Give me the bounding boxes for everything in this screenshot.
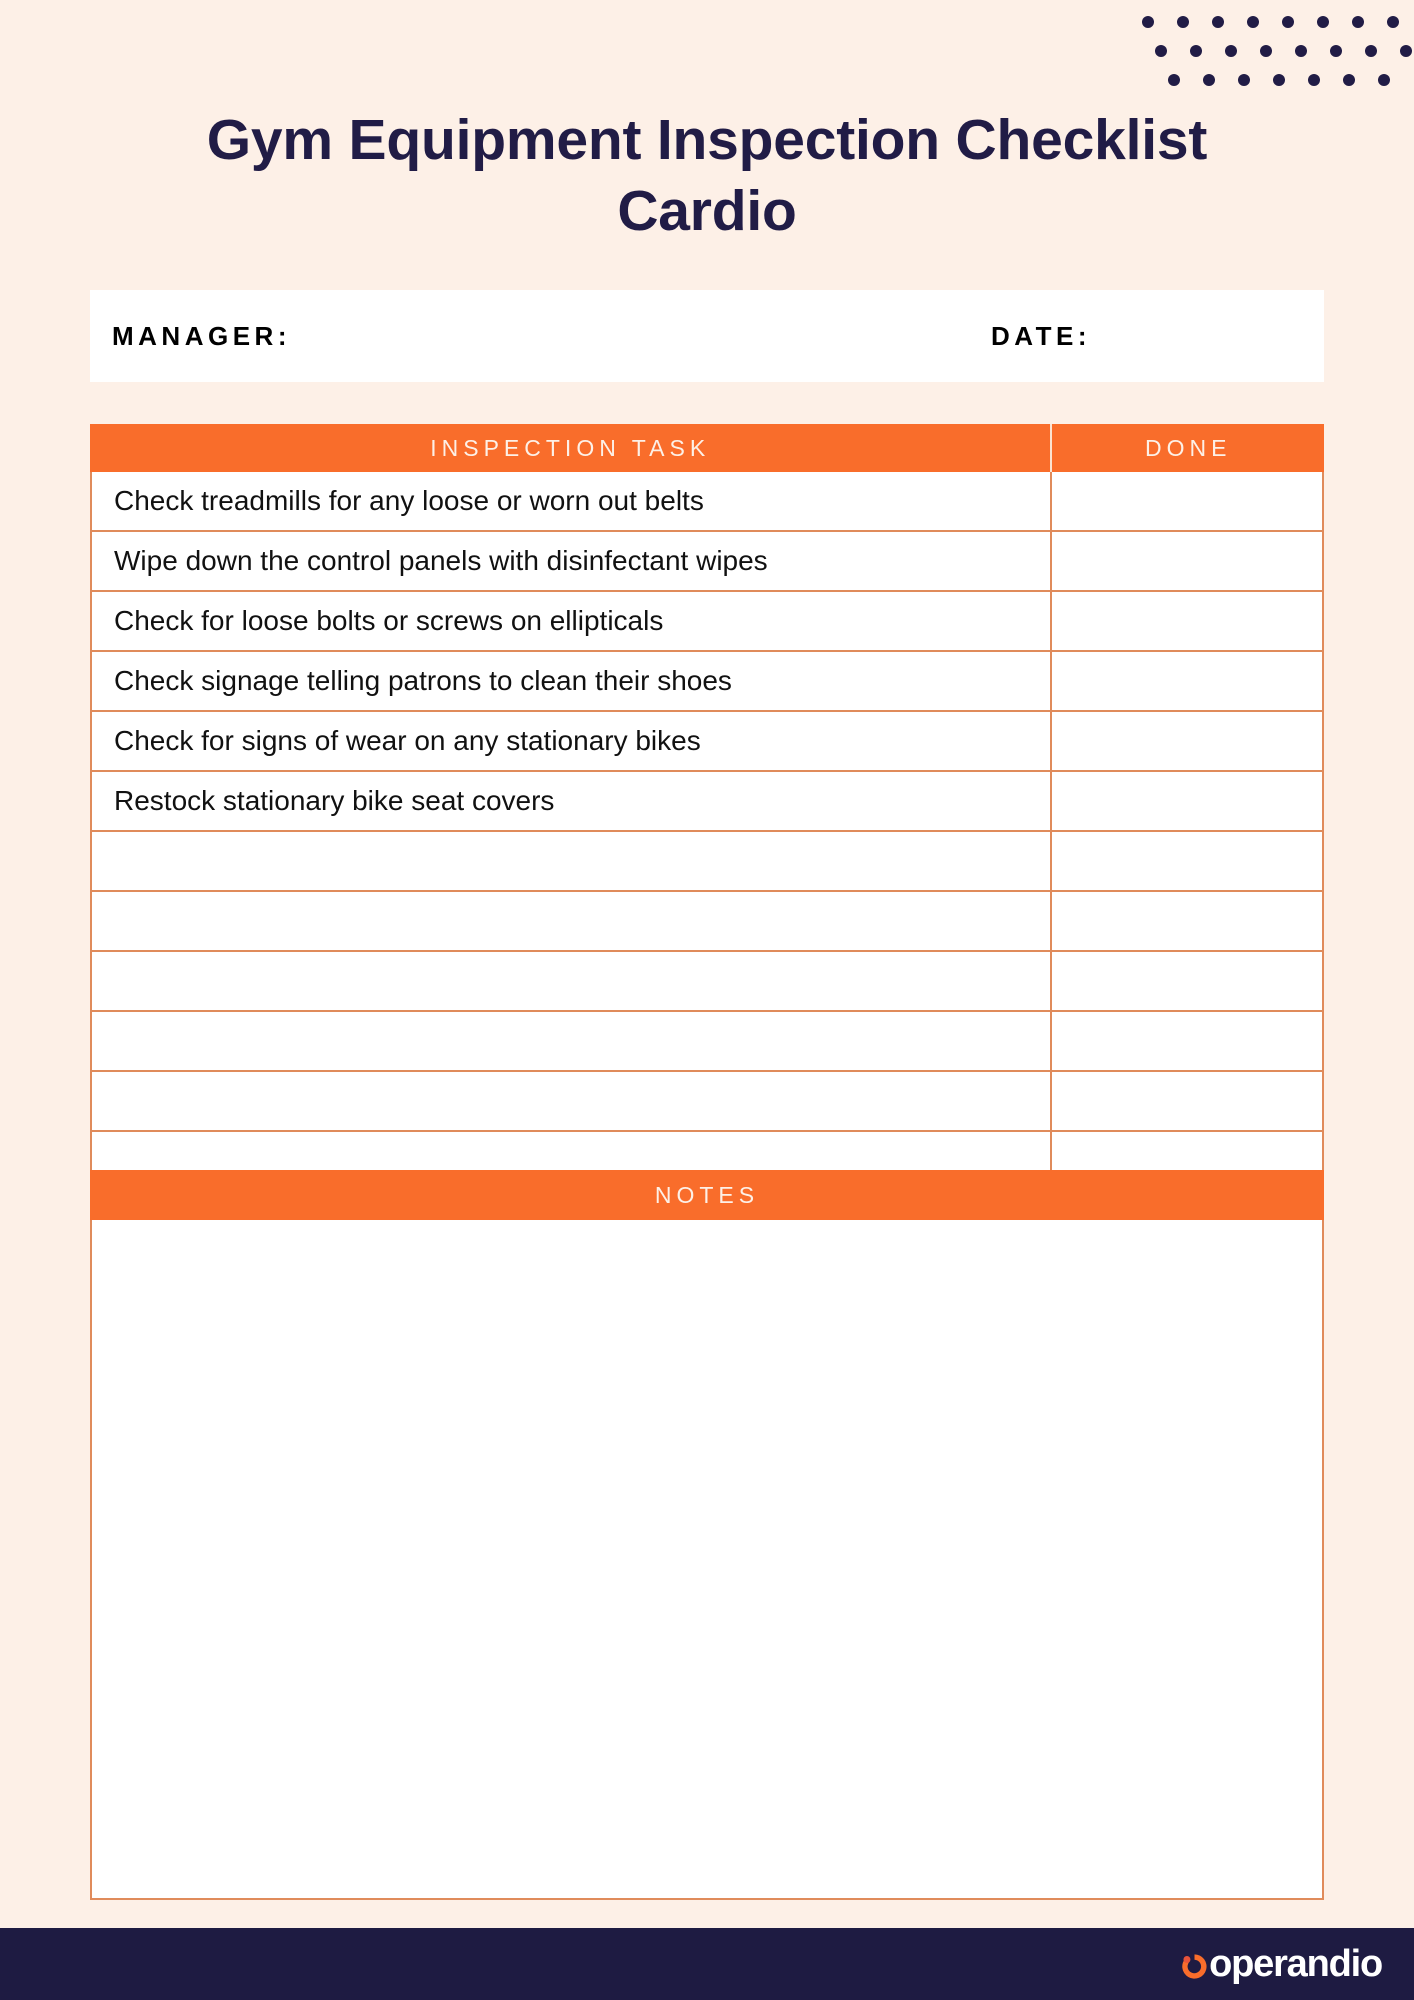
task-cell[interactable]: Check signage telling patrons to clean their shoes: [90, 652, 1052, 710]
inspection-checklist-table: [90, 424, 1324, 1190]
manager-date-strip: [90, 290, 1324, 382]
task-cell[interactable]: [90, 892, 1052, 950]
table-row: [90, 1072, 1324, 1132]
done-checkbox-cell[interactable]: [1052, 832, 1324, 890]
dot-pattern-decoration: [0, 0, 1414, 110]
table-row: [90, 472, 1324, 532]
table-row: [90, 772, 1324, 832]
notes-header: NOTES: [90, 1170, 1324, 1220]
page-title: [90, 105, 1324, 248]
table-row: [90, 952, 1324, 1012]
task-cell[interactable]: Wipe down the control panels with disinfectant wipes: [90, 532, 1052, 590]
table-row: [90, 712, 1324, 772]
done-checkbox-cell[interactable]: [1052, 592, 1324, 650]
date-label: DATE:: [991, 320, 1092, 351]
task-cell[interactable]: Check treadmills for any loose or worn out belts: [90, 472, 1052, 530]
task-cell[interactable]: [90, 832, 1052, 890]
table-body: [90, 472, 1324, 1190]
operandio-logo: [1181, 1945, 1382, 1983]
title-line-secondary: Cardio: [617, 179, 797, 244]
operandio-wordmark: operandio: [1209, 1943, 1382, 1985]
table-row: [90, 1012, 1324, 1072]
done-checkbox-cell[interactable]: [1052, 952, 1324, 1010]
done-checkbox-cell[interactable]: [1052, 892, 1324, 950]
column-header-inspection-task: INSPECTION TASK: [90, 424, 1052, 472]
task-cell[interactable]: [90, 1012, 1052, 1070]
done-checkbox-cell[interactable]: [1052, 532, 1324, 590]
column-header-done: DONE: [1144, 434, 1232, 461]
notes-input-area[interactable]: [90, 1220, 1324, 1900]
table-row: [90, 532, 1324, 592]
table-row: [90, 592, 1324, 652]
task-cell[interactable]: [90, 1072, 1052, 1130]
done-checkbox-cell[interactable]: [1052, 472, 1324, 530]
task-cell[interactable]: Check for signs of wear on any stationary bikes: [90, 712, 1052, 770]
manager-label: MANAGER:: [112, 320, 291, 351]
page-footer: [0, 1928, 1414, 2000]
done-checkbox-cell[interactable]: [1052, 712, 1324, 770]
task-cell[interactable]: [90, 952, 1052, 1010]
task-cell[interactable]: Restock stationary bike seat covers: [90, 772, 1052, 830]
done-checkbox-cell[interactable]: [1052, 772, 1324, 830]
table-row: [90, 892, 1324, 952]
table-row: [90, 832, 1324, 892]
done-checkbox-cell[interactable]: [1052, 652, 1324, 710]
done-checkbox-cell[interactable]: [1052, 1012, 1324, 1070]
title-line-primary: Gym Equipment Inspection Checklist: [206, 108, 1208, 172]
table-row: [90, 652, 1324, 712]
task-cell[interactable]: Check for loose bolts or screws on ellipticals: [90, 592, 1052, 650]
done-checkbox-cell[interactable]: [1052, 1072, 1324, 1130]
operandio-mark-icon: [1181, 1953, 1208, 1980]
table-header-row: [90, 424, 1324, 472]
